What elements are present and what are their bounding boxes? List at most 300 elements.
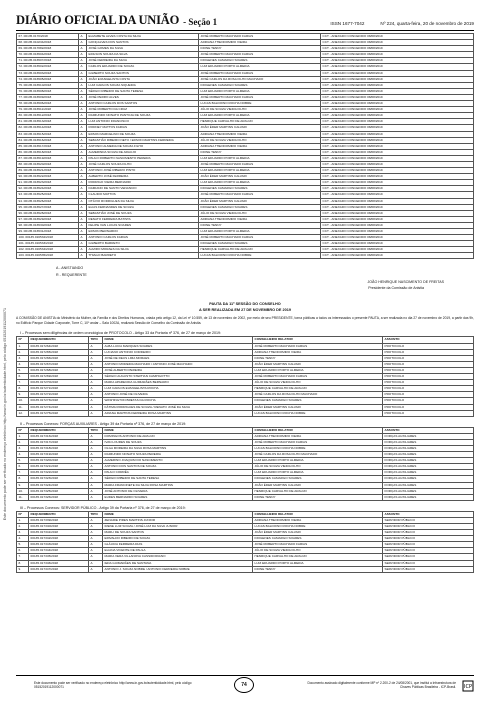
table-cell: ALMERINO JOAQUIM DO NASCIMENTO xyxy=(103,458,253,464)
table-cell: CONSELHEIRO RELATOR xyxy=(253,427,383,433)
table-cell: 00135.017322/2018 xyxy=(29,470,89,476)
table-cell: A xyxy=(79,113,87,119)
table-cell: CCT - ANEXADO CONCEDIDO 08/08/2019 xyxy=(321,107,474,113)
table-cell: SERVIDOR PÚBLICO xyxy=(383,517,474,523)
table-cell: Nº xyxy=(17,511,29,517)
table-cell: CCT - ANEXADO CONCEDIDO 08/08/2019 xyxy=(321,155,474,161)
table-cell: 77. 00135.016509/2018 xyxy=(17,94,79,100)
table-cell: RAIMUNDO NONATO PANTOJA DE SOUZA xyxy=(87,113,199,119)
table-cell: A xyxy=(79,204,87,210)
table-cell: 95. 00135.016527/2018 xyxy=(17,204,79,210)
table-cell: A xyxy=(79,88,87,94)
table-cell: 00135.017265/2018 xyxy=(29,349,89,355)
table-cell: JOSÉ CARLOS DA ROSA FILHO MACHADO xyxy=(199,76,321,82)
table-cell: EUDES BERNARDO SOARES xyxy=(103,494,253,500)
table-cell: DAMIANO DE SANTO VENANCIO xyxy=(87,186,199,192)
section3-heading: III – Processos Conexos: SERVIDOR PÚBLICO - Artigo 39 da Portaria nº 376, de 27 de março de 2019: xyxy=(20,505,186,510)
table-cell: JOÃO ÉDER MARTINS CALVARI xyxy=(253,530,383,536)
table-cell: JÚLIO DE SOUZA VIEIRA FILHO xyxy=(253,548,383,554)
table-cell: ARIANA MARTINS FERREIRA ROSA MARTINS xyxy=(103,410,253,416)
table-cell: 94. 00135.016526/2018 xyxy=(17,198,79,204)
table-row xyxy=(17,253,474,259)
page-header xyxy=(16,8,474,31)
table-cell: GONÇALVES DOS SANTOS xyxy=(87,40,199,46)
table-cell: DIONE TENNY xyxy=(199,222,321,228)
table-cell: CCT - ANEXADO CONCEDIDO 08/08/2019 xyxy=(321,70,474,76)
table-cell: A xyxy=(79,168,87,174)
table-cell: 00135.017320/2018 xyxy=(29,458,89,464)
table-cell: DIOGENES CAMARGO SOARES xyxy=(253,398,383,404)
table-cell: 3. xyxy=(17,355,29,361)
table-cell: WASHINGTON BRETAS DA ROCHA xyxy=(103,398,253,404)
table-cell: ALMIRO MORAES DA SILVA xyxy=(87,247,199,253)
table-cell: LUCAS BALDOINO ROCHA NOBRE xyxy=(253,524,383,530)
table-cell: LUCAS BALDOINO ROCHA NOBRE xyxy=(199,101,321,107)
table-section2 xyxy=(16,427,474,501)
table-cell: ANTONIO ALMEIDA DE SOUZA FILHO xyxy=(87,143,199,149)
table-cell: 9. xyxy=(17,392,29,398)
table-cell: A xyxy=(89,517,103,523)
table-cell: A xyxy=(89,343,103,349)
table-cell: JOSÉ ROBERTO MACHADO FARIAS xyxy=(199,94,321,100)
table-cell: ELIZABETE ALVES COSTA DA SILVA xyxy=(87,34,199,40)
table-cell: ALMERINDA SOUZA DE ARAUJO xyxy=(87,149,199,155)
table-cell: A xyxy=(79,155,87,161)
table-cell: RODRIGO VIEIRA BERNARDI xyxy=(87,180,199,186)
table-cell: 6. xyxy=(17,374,29,380)
table-cell: A xyxy=(89,476,103,482)
table-cell: 00135.017344/2018 xyxy=(29,548,89,554)
table-cell: A xyxy=(89,548,103,554)
table-cell: 98. 00135.016530/2018 xyxy=(17,222,79,228)
table-cell: 1. xyxy=(17,517,29,523)
table-cell: 00135.017321/2018 xyxy=(29,464,89,470)
table-cell: REQUERIMENTO xyxy=(29,427,89,433)
table-cell: A xyxy=(89,488,103,494)
table-cell: Nº xyxy=(17,337,29,343)
legend-item: R - REQUERENTE xyxy=(56,273,87,278)
table-cell: A xyxy=(89,470,103,476)
table-cell: A xyxy=(89,433,103,439)
table-cell: A xyxy=(89,355,103,361)
table-cell: JOSÉ CARLOS SOUZA FILHO xyxy=(87,161,199,167)
table-cell: 00135.017325/2018 xyxy=(29,488,89,494)
table-cell: CCT - ANEXADO CONCEDIDO 08/08/2019 xyxy=(321,186,474,192)
signature-role: Presidente da Comissão de Anistia xyxy=(368,286,424,291)
pauta-intro: A COMISSÃO DE ANISTIA do Ministério da Mulher, da Família e dos Direitos Humanos, criada pelo artigo 12, da Lei nº 10.559, de 13 de novembro de 2002, por meio de seu PRESIDENTE, torna públicas a todos os interessados o presente PAUTA, a ser realizada no dia 27 de novembro de 2019, a partir das 9h, no Edifício Parque Cidade Corporate, Torre C, 10º andar – Sala 1002A, realizará Sessão de Conselho da Comissão de Anistia. xyxy=(16,316,474,326)
table-cell: 90. 00135.016522/2018 xyxy=(17,174,79,180)
table-cell: SEBASTIÃO RIBEIRO NETO / EDSON MARTINS FERREIRA xyxy=(87,137,199,143)
table-cell: TIPO xyxy=(89,337,103,343)
table-cell: SÉRGIO RIBEIRO DE SANTA TERESA xyxy=(103,476,253,482)
table-cell: SERVIDOR PÚBLICO xyxy=(383,548,474,554)
table-cell: 00135.017326/2018 xyxy=(29,494,89,500)
table-cell: A xyxy=(79,229,87,235)
table-cell: JOÃO ÉDER MARTINS CALVARI xyxy=(199,198,321,204)
table-cell: ALBERTO JOSÉ FERREIRA xyxy=(87,174,199,180)
table-cell: 69. 00135.017082/2018 xyxy=(17,46,79,52)
table-cell: 8. xyxy=(17,386,29,392)
table-cell: JOSÉ ROBERTO MACHADO FARIAS xyxy=(199,161,321,167)
table-cell: 10. xyxy=(17,398,29,404)
table-cell: A xyxy=(79,82,87,88)
verification-sidebar: Este documento pode ser verificado no endereço eletrônico http://www.in.gov.br/autenticidade.html, pelo código 05152019112000071 xyxy=(3,308,7,521)
table-cell: 10. xyxy=(17,488,29,494)
table-cell: A xyxy=(79,216,87,222)
table-cell: TIPO xyxy=(89,511,103,517)
table-cell: A xyxy=(79,101,87,107)
table-cell: PROTOCOLO xyxy=(383,404,474,410)
table-cell: A xyxy=(89,530,103,536)
table-section1 xyxy=(16,336,474,416)
table-cell: 2. xyxy=(17,439,29,445)
table-cell: A xyxy=(79,34,87,40)
table-cell: JOSÉ FERREIRA DA SILVA xyxy=(87,58,199,64)
table-cell: RODNEY MATTOS FARIAS xyxy=(87,125,199,131)
table-cell: DIOGENES CAMARGO SOARES xyxy=(199,186,321,192)
table-cell: A xyxy=(79,119,87,125)
table-cell: 67. 00135.0170/2018 xyxy=(17,34,79,40)
table-cell: LUCAS BALDOINO ROCHA NOBRE xyxy=(199,253,321,259)
table-cell: LUCAS BALDOINO ROCHA NOBRE xyxy=(253,445,383,451)
table-cell: JÚLIO DE SOUZA VIEIRA FILHO xyxy=(199,137,321,143)
table-cell: CCT - ANEXADO CONCEDIDO 08/08/2019 xyxy=(321,241,474,247)
table-cell: A xyxy=(89,452,103,458)
table-cell: LUIZ EDUARDO PORTO ALMEIDA xyxy=(253,560,383,566)
table-cell: ALBA LUCIA MARQUES SOARES xyxy=(103,343,253,349)
table-cell: A xyxy=(79,222,87,228)
table-cell: CCT - ANEXADO CONCEDIDO 08/08/2019 xyxy=(321,58,474,64)
table-cell: CCT - ANEXADO CONCEDIDO 08/08/2019 xyxy=(321,180,474,186)
table-cell: LUIZ EDUARDO PORTO ALMEIDA xyxy=(199,229,321,235)
table-cell: 103. 00135.016535/2018 xyxy=(17,253,79,259)
table-cell: 86. 00135.016518/2018 xyxy=(17,149,79,155)
table-cell: CCT - ANEXADO CONCEDIDO 08/08/2019 xyxy=(321,125,474,131)
table-cell: 00135.017275/2018 xyxy=(29,410,89,416)
table-cell: 82. 00135.016514/2018 xyxy=(17,125,79,131)
table-cell: 00135.017274/2018 xyxy=(29,404,89,410)
table-cell: A xyxy=(89,536,103,542)
table-cell: 89. 00135.016521/2018 xyxy=(17,168,79,174)
table-cell: CCT - ANEXADO CONCEDIDO 08/08/2019 xyxy=(321,113,474,119)
table-cell: FORÇAS AUXILIARES xyxy=(383,445,474,451)
table-cell: FORÇAS AUXILIARES xyxy=(383,452,474,458)
table-cell: EDILSON SOUZA DA SILVA xyxy=(87,52,199,58)
table-cell: CCT - ANEXADO CONCEDIDO 08/08/2019 xyxy=(321,192,474,198)
table-cell: SERVIDOR PÚBLICO xyxy=(383,524,474,530)
table-cell: A xyxy=(89,410,103,416)
table-cell: SEBASTIÃO JOSÉ DE SOUZA xyxy=(87,210,199,216)
table-cell: HENRIQUE CARVALHO DE ARAUJO xyxy=(199,119,321,125)
table-cell: FELIPE VAN LUCAS SOARES xyxy=(87,222,199,228)
table-cell: CCT - ANEXADO CONCEDIDO 08/08/2019 xyxy=(321,210,474,216)
table-cell: HENRIQUE CARVALHO DE ARAUJO xyxy=(199,247,321,253)
table-cell: DIOGENES CAMARGO SOARES xyxy=(199,204,321,210)
table-cell: ANTONIO JOSÉ RIBEIRO PINTO xyxy=(87,168,199,174)
table-cell: DIONE TENNY xyxy=(253,355,383,361)
table-cell: 00135.017339/2018 xyxy=(29,517,89,523)
table-cell: FORÇAS AUXILIARES xyxy=(383,470,474,476)
table-cell: 81. 00135.016513/2018 xyxy=(17,119,79,125)
table-cell: 5. xyxy=(17,458,29,464)
journal-section: - Seção 1 xyxy=(183,17,218,27)
table-cell: ADRIANA THEODOMIRO VIEIRA xyxy=(199,143,321,149)
table-cell: PROTOCOLO xyxy=(383,367,474,373)
table-cell: JOSÉ PEDRO ALVES xyxy=(87,94,199,100)
table-cell: ANTONIO J. SOUZA NOBRE / ANTONIO FERREIRA NOBRE xyxy=(103,566,253,572)
table-cell: 3. xyxy=(17,530,29,536)
table-cell: DIONE TENNY xyxy=(253,494,383,500)
table-cell: 7. xyxy=(17,380,29,386)
table-cell: ADRIANA THEODOMIRO VIEIRA xyxy=(199,131,321,137)
table-cell: 5. xyxy=(17,542,29,548)
table-cell: LUIZ EDUARDO PORTO ALMEIDA xyxy=(199,168,321,174)
table-cell: ERIVALDO RIBEIRO DE SOUZA xyxy=(103,536,253,542)
table-cell: 00135.017341/2018 xyxy=(29,530,89,536)
table-cell: SÉRGIO AUGUSTO STEPHAN CAMPIGOTTO xyxy=(103,374,253,380)
table-cell: A xyxy=(89,386,103,392)
table-cell: 1. xyxy=(17,343,29,349)
table-cell: JOÃO ÉDER MARTINS CALVARI xyxy=(253,482,383,488)
page-number: 74 xyxy=(234,677,254,693)
table-cell: A xyxy=(79,46,87,52)
table-cell: ADRIANA THEODOMIRO VIEIRA xyxy=(199,40,321,46)
table-cell: CCT - ANEXADO CONCEDIDO 08/08/2019 xyxy=(321,101,474,107)
table-cell: A xyxy=(89,464,103,470)
table-cell: ADRIANA THEODOMIRO VIEIRA xyxy=(253,433,383,439)
table-cell: 4. xyxy=(17,452,29,458)
table-cell: 00135.017340/2018 xyxy=(29,524,89,530)
table-cell: RENATO FERREIRA BATISTA xyxy=(87,216,199,222)
table-cell: FORÇAS AUXILIARES xyxy=(383,482,474,488)
table-cell: CCT - ANEXADO CONCEDIDO 08/08/2019 xyxy=(321,52,474,58)
table-cell: A xyxy=(79,186,87,192)
table-cell: A xyxy=(79,235,87,241)
table-cell: SERVIDOR PÚBLICO xyxy=(383,554,474,560)
table-cell: LUIZ CARLOS SOUZA SIQUEIRA xyxy=(87,82,199,88)
table-section3 xyxy=(16,511,474,573)
table-cell: JOSÉ ROBERTO MACHADO FARIAS xyxy=(199,70,321,76)
table-cell: ANTONIO MOREIRA MACHADO / ANTONIO JOSÉ MACHADO xyxy=(103,361,253,367)
table-cell: 96. 00135.016528/2018 xyxy=(17,210,79,216)
table-cell: A xyxy=(89,392,103,398)
table-cell: CCT - ANEXADO CONCEDIDO 08/08/2019 xyxy=(321,64,474,70)
table-cell: CCT - ANEXADO CONCEDIDO 08/08/2019 xyxy=(321,137,474,143)
table-cell: SERVIDOR PÚBLICO xyxy=(383,542,474,548)
table-cell: JOSÉ ALBERTO PEREIRA xyxy=(103,367,253,373)
table-cell: NOME xyxy=(103,337,253,343)
table-cell: 1. xyxy=(17,433,29,439)
table-cell: 00135.017270/2018 xyxy=(29,380,89,386)
table-cell: 102. 00135.016534/2018 xyxy=(17,247,79,253)
table-cell: ASSUNTO xyxy=(383,427,474,433)
table-cell: 11. xyxy=(17,494,29,500)
table-cell: LUIZ EDUARDO PORTO ALMEIDA xyxy=(253,367,383,373)
table-cell: 78. 00135.016506/2018 xyxy=(17,101,79,107)
table-cell: FORÇAS AUXILIARES xyxy=(383,458,474,464)
table-cell: 00135.017318/2018 xyxy=(29,445,89,451)
table-cell: MARIA VERA VILLANOVA CASSIDORIANO xyxy=(103,554,253,560)
table-cell: 7. xyxy=(17,554,29,560)
table-cell: 00135.017323/2018 xyxy=(29,476,89,482)
table-cell: LUIZ EDUARDO PORTO ALMEIDA xyxy=(199,180,321,186)
table-cell: 8. xyxy=(17,560,29,566)
table-cell: OTÁVIO RODRIGUES DA SILVA xyxy=(87,198,199,204)
issue-date: Nº 224, quarta-feira, 20 de novembro de 2019 xyxy=(380,21,474,26)
table-cell: CCT - ANEXADO CONCEDIDO 08/08/2019 xyxy=(321,216,474,222)
table-cell: ANTONIO CARLOS FARIAS xyxy=(87,235,199,241)
table-cell: CCT - ANEXADO CONCEDIDO 08/08/2019 xyxy=(321,131,474,137)
table-cell: HENRIQUE CARVALHO DE ARAUJO xyxy=(253,488,383,494)
table-cell: LUIZ EDUARDO PORTO ALMEIDA xyxy=(199,88,321,94)
table-cell: A xyxy=(89,566,103,572)
table-cell: A xyxy=(79,253,87,259)
table-cell: 00135.017267/2018 xyxy=(29,361,89,367)
table-cell: JOSÉ DE DEUS LIMA MORAES xyxy=(103,355,253,361)
table-cell: CCT - ANEXADO CONCEDIDO 08/08/2019 xyxy=(321,82,474,88)
table-cell: JOSÉ ROBERTO MACHADO FARIAS xyxy=(199,235,321,241)
table-cell: RAIMUNDO NONATO SOUZA PEREIRA xyxy=(103,452,253,458)
pauta-title xyxy=(16,301,474,313)
table-cell: 4. xyxy=(17,361,29,367)
table-cell: PROTOCOLO xyxy=(383,386,474,392)
table-cell: MARIA APARECIDA GUIMARÃES BERNARDI xyxy=(103,380,253,386)
table-cell: LUIZ EDUARDO PORTO ALMEIDA xyxy=(253,470,383,476)
table-cell: JOSÉ ROBERTO MACHADO FARIAS xyxy=(199,52,321,58)
table-cell: PROTOCOLO xyxy=(383,355,474,361)
table-cell: CCT - ANEXADO CONCEDIDO 08/08/2019 xyxy=(321,40,474,46)
table-cell: A xyxy=(79,198,87,204)
table-cell: CARLOS EDUARDO DE SOUZA xyxy=(87,64,199,70)
table-cell: JOÃO ÉDER MARTINS CALVARI xyxy=(253,404,383,410)
page-footer xyxy=(16,675,474,694)
table-cell: GLÁUCIA FERREIRA DIAS xyxy=(103,542,253,548)
table-cell: LUCIANO ANTONIO CORDEIRO xyxy=(103,349,253,355)
table-cell: CCT - ANEXADO CONCEDIDO 08/08/2019 xyxy=(321,247,474,253)
table-cell: A xyxy=(89,361,103,367)
table-cell: A xyxy=(89,445,103,451)
document-page xyxy=(3,8,474,694)
table-cell: 85. 00135.016517/2018 xyxy=(17,143,79,149)
table-cell: ADRIANA THEODOMIRO VIEIRA xyxy=(253,349,383,355)
table-cell: A xyxy=(89,374,103,380)
table-cell: 00135.017269/2018 xyxy=(29,374,89,380)
table-cell: A xyxy=(79,143,87,149)
table-cell: SERVIDOR PÚBLICO xyxy=(383,560,474,566)
table-cell: JOSÉ ROBERTO MACHADO FARIAS xyxy=(253,343,383,349)
table-cell: REQUERIMENTO xyxy=(29,337,89,343)
table-cell: JOSÉ CARLOS DA ROSA FILHO MACHADO xyxy=(253,392,383,398)
table-cell: 3. xyxy=(17,445,29,451)
table-cell: A xyxy=(89,482,103,488)
table-cell: 00135.017273/2018 xyxy=(29,398,89,404)
table-cell: 00135.017324/2018 xyxy=(29,482,89,488)
table-cell: ANTONIO JOSÉ DE OLIVEIRA xyxy=(103,392,253,398)
table-cell: PAULO CORRÊA xyxy=(103,470,253,476)
table-cell: A xyxy=(79,210,87,216)
table-cell: 83. 00135.016515/2018 xyxy=(17,131,79,137)
table-cell: PROTOCOLO xyxy=(383,361,474,367)
table-cell: GILBERTO SOUZA SANTOS xyxy=(87,70,199,76)
table-cell: JÚLIO DE SOUZA VIEIRA FILHO xyxy=(199,210,321,216)
table-cell: A xyxy=(89,494,103,500)
table-cell: JOÃO ÉDER MARTINS CALVARI xyxy=(199,125,321,131)
table-anistiandos xyxy=(16,33,474,259)
table-row xyxy=(17,566,474,572)
table-cell: MARIA FRANCINETE DA SILVA ROSA MARTINS xyxy=(103,482,253,488)
table-cell: LUIZ CARLOS EVANGELISTA ROCHA xyxy=(103,386,253,392)
table-cell: A xyxy=(79,94,87,100)
table-cell: DIOGENES CAMARGO SOARES xyxy=(253,476,383,482)
table-cell: 6. xyxy=(17,548,29,554)
table-cell: 76. 00135.016508/2018 xyxy=(17,88,79,94)
issn: ISSN 1677-7042 xyxy=(330,21,365,26)
table-cell: CLAUDIO MATTOS xyxy=(87,192,199,198)
table-cell: 87. 00135.016519/2018 xyxy=(17,155,79,161)
table-cell: GILBERTO BARRETO xyxy=(87,241,199,247)
table-cell: DIONE TENNY xyxy=(199,46,321,52)
table-cell: DOMINGOS ANTONIO DE ARAUJO xyxy=(103,433,253,439)
table-cell: A xyxy=(79,247,87,253)
table-cell: 70. 00135.016504/2018 xyxy=(17,52,79,58)
table-cell: SÉRGIO RIBEIRO DE SANTA TERESA xyxy=(87,88,199,94)
table-cell: 75. 00135.016510/2018 xyxy=(17,82,79,88)
table-cell: PROTOCOLO xyxy=(383,374,474,380)
svg-text:ICP: ICP xyxy=(464,684,472,690)
table-cell: PROTOCOLO xyxy=(383,398,474,404)
table-cell: CONSELHEIRO RELATOR xyxy=(253,511,383,517)
table-cell: 68. 00135.010234/2018 xyxy=(17,40,79,46)
table-cell: CONSELHEIRO RELATOR xyxy=(253,337,383,343)
table-cell: ELIANA VICENTE DE PAULA xyxy=(103,548,253,554)
table-cell: A xyxy=(89,524,103,530)
table-cell: CCT - ANEXADO CONCEDIDO 08/08/2019 xyxy=(321,229,474,235)
table-cell: A xyxy=(79,52,87,58)
table-cell: A xyxy=(89,398,103,404)
table-cell: 79. 00135.016511/2018 xyxy=(17,107,79,113)
pauta-subheading: A SER REALIZADA EM 27 DE NOVEMBRO DE 2019 xyxy=(199,308,291,313)
table-cell: EDSON BERNARDO xyxy=(87,229,199,235)
table-cell: 00135.017266/2018 xyxy=(29,355,89,361)
table-cell: FORÇAS AUXILIARES xyxy=(383,439,474,445)
table-cell: JÚLIO DE SOUZA VIEIRA FILHO xyxy=(199,107,321,113)
table-cell: A xyxy=(79,58,87,64)
table-cell: 2. xyxy=(17,349,29,355)
table-cell: CCT - ANEXADO CONCEDIDO 08/08/2019 xyxy=(321,204,474,210)
table-cell: THIAGO BARRETO xyxy=(87,253,199,259)
table-cell: CCT - ANEXADO CONCEDIDO 08/08/2019 xyxy=(321,161,474,167)
table-cell: ADRIANA THEODOMIRO VIEIRA xyxy=(253,517,383,523)
table-cell: NOME xyxy=(103,511,253,517)
table-cell: 93. 00135.016525/2018 xyxy=(17,192,79,198)
table-cell: PAULO ROBERTO NASCIMENTO PEREIRA xyxy=(87,155,199,161)
table-cell: 4. xyxy=(17,536,29,542)
table-cell: CCT - ANEXADO CONCEDIDO 08/08/2019 xyxy=(321,76,474,82)
table-cell: 2. xyxy=(17,524,29,530)
table-cell: 00135.017346/2018 xyxy=(29,560,89,566)
table-cell: JOSÉ ROBERTO DA CRUZ xyxy=(87,107,199,113)
table-cell: LUIZ EDUARDO PORTO ALMEIDA xyxy=(199,155,321,161)
table-cell: 00135.017345/2018 xyxy=(29,554,89,560)
table-cell: TIPO xyxy=(89,427,103,433)
table-cell: CCT - ANEXADO CONCEDIDO 08/08/2019 xyxy=(321,168,474,174)
table-cell: JOSÉ GOMES DA SILVA xyxy=(87,46,199,52)
table-cell: ELIAS FERNANDES DE SOUZA xyxy=(87,204,199,210)
table-cell: 00135.017264/2018 xyxy=(29,343,89,349)
table-cell: A xyxy=(79,107,87,113)
table-cell: 91. 00135.016523/2018 xyxy=(17,180,79,186)
table-cell: A xyxy=(79,137,87,143)
